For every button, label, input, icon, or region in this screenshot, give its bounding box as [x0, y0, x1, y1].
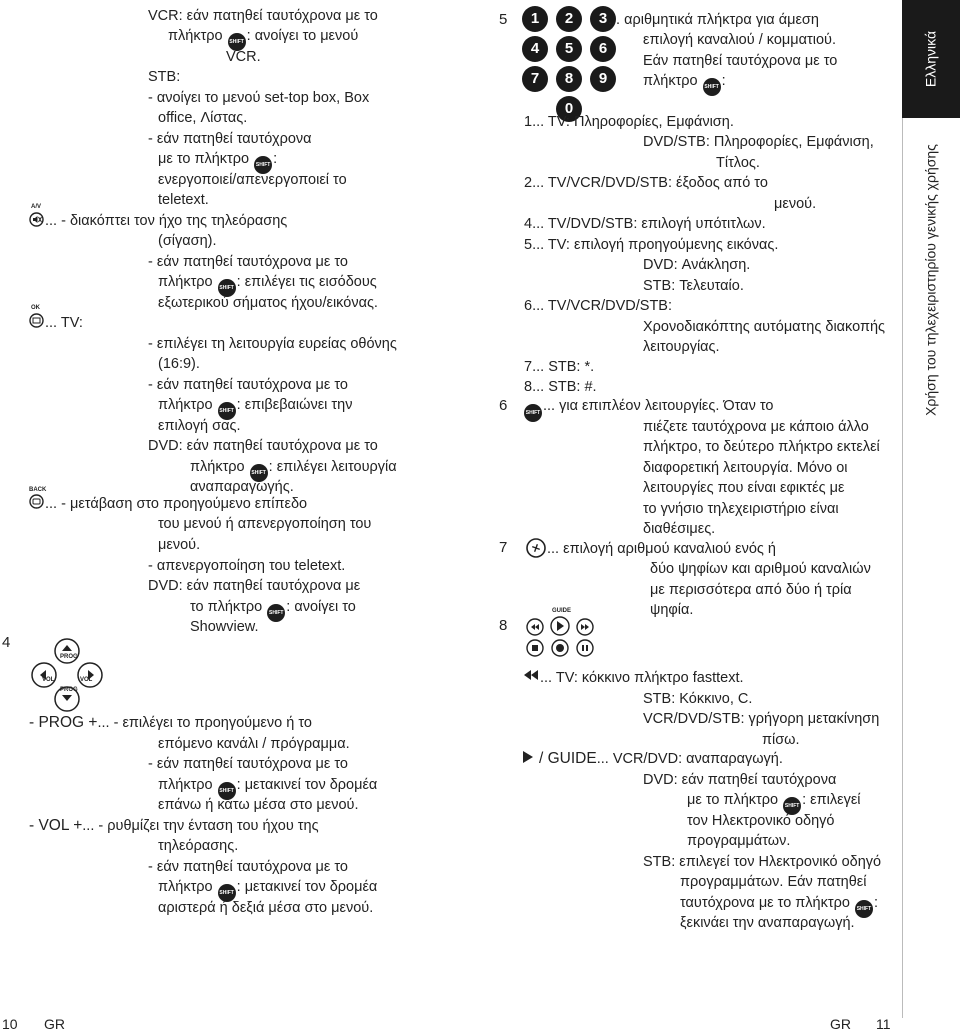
section-number-5: 5 — [499, 11, 508, 28]
item-6-line-2: Χρονοδιακόπτης αυτόματης διακοπής — [643, 319, 886, 335]
shift-icon: SHIFT — [524, 404, 542, 422]
item-1-line-2: DVD/STB: Πληροφορίες, Εμφάνιση, — [643, 134, 874, 150]
vol-up-label: VOL — [80, 677, 93, 683]
play-line-2: DVD: εάν πατηθεί ταυτόχρονα — [643, 772, 837, 788]
play-line-6: STB: επιλεγεί τον Ηλεκτρονικό οδηγό — [643, 854, 882, 870]
digit-key-8: 8 — [556, 66, 582, 92]
ok-line-9: αναπαραγωγής. — [190, 479, 294, 495]
item-6-line-3: λειτουργίας. — [643, 339, 720, 355]
language-tab-label: Ελληνικά — [922, 30, 939, 88]
shift6-line-6: το γνήσιο τηλεχειριστήριο είναι — [643, 501, 839, 517]
digit-key-4: 4 — [522, 36, 548, 62]
stb-line-3: office, Λίστας. — [158, 110, 248, 126]
mute-line-3: - εάν πατηθεί ταυτόχρονα με το — [148, 254, 348, 270]
back-line-7: Showview. — [190, 619, 259, 635]
stb-line-4: - εάν πατηθεί ταυτόχρονα — [148, 131, 312, 147]
ok-label: OK — [31, 305, 40, 311]
shift-icon: SHIFT — [218, 884, 236, 902]
item-1-line-3: Τίτλος. — [716, 155, 760, 171]
vcr-line-3: VCR. — [226, 49, 261, 65]
shift6-line-4: διαφορετική λειτουργία. Μόνο οι — [643, 460, 848, 476]
dash7-line-1: ... επιλογή αριθμού καναλιού ενός ή — [547, 541, 776, 557]
digit-key-2: 2 — [556, 6, 582, 32]
vcr-line-1: VCR: εάν πατηθεί ταυτόχρονα με το — [148, 8, 378, 24]
digits-line-1: ... αριθμητικά πλήκτρα για άμεση — [608, 12, 819, 28]
back-line-6: το πλήκτρο SHIFT : ανοίγει το — [190, 597, 356, 622]
shift-icon: SHIFT — [228, 33, 246, 51]
shift-icon: SHIFT — [855, 900, 873, 918]
digit-key-9: 9 — [590, 66, 616, 92]
item-5-line-1: 5... TV: επιλογή προηγούμενης εικόνας. — [524, 237, 779, 253]
ok-line-2: - επιλέγει τη λειτουργία ευρείας οθόνης — [148, 336, 397, 352]
section-number-6: 6 — [499, 397, 508, 414]
digit-key-7: 7 — [522, 66, 548, 92]
nav-cluster — [29, 637, 105, 713]
ok-icon — [29, 313, 44, 335]
item-4-line-1: 4... TV/DVD/STB: επιλογή υπότιτλων. — [524, 216, 766, 232]
play-icon — [522, 750, 534, 771]
ok-line-1: ... TV: — [45, 315, 83, 331]
item-2-line-1: 2... TV/VCR/DVD/STB: έξοδος από το — [524, 175, 768, 191]
ok-line-5: πλήκτρο SHIFT : επιβεβαιώνει την — [158, 395, 352, 420]
prog-line-2: επόμενο κανάλι / πρόγραμμα. — [158, 736, 350, 752]
mute-line-4: πλήκτρο SHIFT : επιλέγει τις εισόδους — [158, 272, 377, 297]
stb-line-7: teletext. — [158, 192, 209, 208]
mute-line-5: εξωτερικού σήματος ήχου/εικόνας. — [158, 295, 378, 311]
rew-line-1: ... TV: κόκκινο πλήκτρο fasttext. — [540, 670, 744, 686]
rew-line-3: VCR/DVD/STB: γρήγορη μετακίνηση — [643, 711, 880, 727]
shift-key-6 — [523, 397, 543, 422]
shift-icon: SHIFT — [218, 402, 236, 420]
prog-up-label: PROG — [60, 654, 78, 660]
shift-icon: SHIFT — [703, 78, 721, 96]
shift-icon: SHIFT — [218, 279, 236, 297]
digit-key-3: 3 — [590, 6, 616, 32]
page-number-left: 10 — [2, 1016, 18, 1031]
vol-line-1: - VOL +... - ρυθμίζει την ένταση του ήχου της — [29, 817, 319, 834]
section-number-8: 8 — [499, 617, 508, 634]
play-line-5: προγραμμάτων. — [687, 833, 791, 849]
digits-line-3: Εάν πατηθεί ταυτόχρονα με το — [643, 53, 838, 69]
back-line-2: του μενού ή απενεργοποίηση του — [158, 516, 372, 532]
playback-keys — [522, 608, 598, 658]
play-line-9: ξεκινάει την αναπαραγωγή. — [680, 915, 855, 931]
mute-line-1: ... - διακόπτει τον ήχο της τηλεόρασης — [45, 213, 288, 229]
play-line-8: ταυτόχρονα με το πλήκτρο SHIFT : — [680, 893, 878, 918]
digit-key-6: 6 — [590, 36, 616, 62]
language-code-left: GR — [44, 1016, 65, 1031]
side-divider — [902, 118, 903, 1018]
vcr-line-2: πλήκτρο SHIFT : ανοίγει το μενού — [168, 26, 358, 51]
ok-line-6: επιλογή σας. — [158, 418, 241, 434]
vol-line-5: αριστερά ή δεξιά μέσα στο μενού. — [158, 900, 374, 916]
shift6-line-5: λειτουργίες που είναι εφικτές με — [643, 480, 845, 496]
prog-line-4: πλήκτρο SHIFT : μετακινεί τον δρομέα — [158, 775, 377, 800]
back-line-4: - απενεργοποίηση του teletext. — [148, 558, 346, 574]
rew-line-4: πίσω. — [762, 732, 800, 748]
ok-line-7: DVD: εάν πατηθεί ταυτόχρονα με το — [148, 438, 378, 454]
ok-line-8: πλήκτρο SHIFT : επιλέγει λειτουργία — [190, 457, 397, 482]
shift-icon: SHIFT — [250, 464, 268, 482]
digits-line-2: επιλογή καναλιού / κομματιού. — [643, 32, 836, 48]
ok-line-4: - εάν πατηθεί ταυτόχρονα με το — [148, 377, 348, 393]
stb-line-2: - ανοίγει το μενού set-top box, Box — [148, 90, 370, 106]
item-1-line-1: 1... TV: Πληροφορίες, Εμφάνιση. — [524, 114, 734, 130]
back-line-3: μενού. — [158, 537, 201, 553]
prog-line-3: - εάν πατηθεί ταυτόχρονα με το — [148, 756, 348, 772]
back-icon — [29, 494, 44, 516]
item-7-line-1: 7... STB: *. — [524, 359, 595, 375]
vol-line-4: πλήκτρο SHIFT : μετακινεί τον δρομέα — [158, 877, 377, 902]
digit-key-5: 5 — [556, 36, 582, 62]
item-6-line-1: 6... TV/VCR/DVD/STB: — [524, 298, 673, 314]
item-5-line-3: STB: Τελευταίο. — [643, 278, 744, 294]
play-line-7: προγραμμάτων. Εάν πατηθεί — [680, 874, 867, 890]
shift-icon: SHIFT — [783, 797, 801, 815]
vol-line-2: τηλεόρασης. — [158, 838, 239, 854]
digit-key-1: 1 — [522, 6, 548, 32]
section-number-7: 7 — [499, 539, 508, 556]
stb-line-5: με το πλήκτρο SHIFT : — [158, 149, 277, 174]
rew-line-2: STB: Κόκκινο, C. — [643, 691, 753, 707]
mute-line-2: (σίγαση). — [158, 233, 217, 249]
shift6-line-3: πλήκτρο, το δεύτερο πλήκτρο εκτελεί — [643, 439, 880, 455]
digits-line-4: πλήκτρο SHIFT : — [643, 71, 726, 96]
back-line-1: ... - μετάβαση στο προηγούμενο επίπεδο — [45, 496, 308, 512]
digit-key-0: 0 — [556, 96, 582, 122]
shift6-line-7: διαθέσιμες. — [643, 521, 716, 537]
play-line-3: με το πλήκτρο SHIFT : επιλεγεί — [687, 790, 861, 815]
section-number-4: 4 — [2, 634, 11, 651]
page-number-right: 11 — [876, 1016, 891, 1031]
shift6-line-2: πιέζετε ταυτόχρονα με κάποιο άλλο — [643, 419, 869, 435]
prog-line-1: - PROG +... - επιλέγει το προηγούμενο ή το — [29, 714, 312, 731]
language-code-right: GR — [830, 1016, 851, 1031]
guide-label: GUIDE — [552, 608, 572, 614]
av-label: A/V — [31, 204, 42, 210]
rewind-icon — [523, 668, 539, 689]
dash7-line-3: με περισσότερα από δύο ή τρία — [650, 582, 852, 598]
shift-icon: SHIFT — [254, 156, 272, 174]
play-line-1: / GUIDE... VCR/DVD: αναπαραγωγή. — [539, 750, 783, 767]
back-line-5: DVD: εάν πατηθεί ταυτόχρονα με — [148, 578, 361, 594]
item-8-line-1: 8... STB: #. — [524, 379, 597, 395]
shift-icon: SHIFT — [218, 782, 236, 800]
prog-line-5: επάνω ή κάτω μέσα στο μενού. — [158, 797, 359, 813]
dash7-line-4: ψηφία. — [650, 602, 694, 618]
vol-down-label: VOL — [42, 677, 55, 683]
stb-line-1: STB: — [148, 69, 181, 85]
shift6-line-1: ... για επιπλέον λειτουργίες. Όταν το — [543, 398, 774, 414]
shift-icon: SHIFT — [267, 604, 285, 622]
item-5-line-2: DVD: Ανάκληση. — [643, 257, 751, 273]
dash-key-icon — [526, 538, 546, 565]
back-label: BACK — [29, 487, 47, 493]
dash7-line-2: δύο ψηφίων και αριθμού καναλιών — [650, 561, 871, 577]
play-line-4: τον Ηλεκτρονικό οδηγό — [687, 813, 835, 829]
item-2-line-2: μενού. — [774, 196, 817, 212]
mute-icon — [29, 212, 44, 234]
vol-line-3: - εάν πατηθεί ταυτόχρονα με το — [148, 859, 348, 875]
side-section-title: Χρήση του τηλεχειριστηρίου γενικής χρήσης — [922, 144, 939, 416]
ok-line-3: (16:9). — [158, 356, 200, 372]
stb-line-6: ενεργοποιεί/απενεργοποιεί το — [158, 172, 347, 188]
prog-down-label: PROG — [60, 687, 78, 693]
